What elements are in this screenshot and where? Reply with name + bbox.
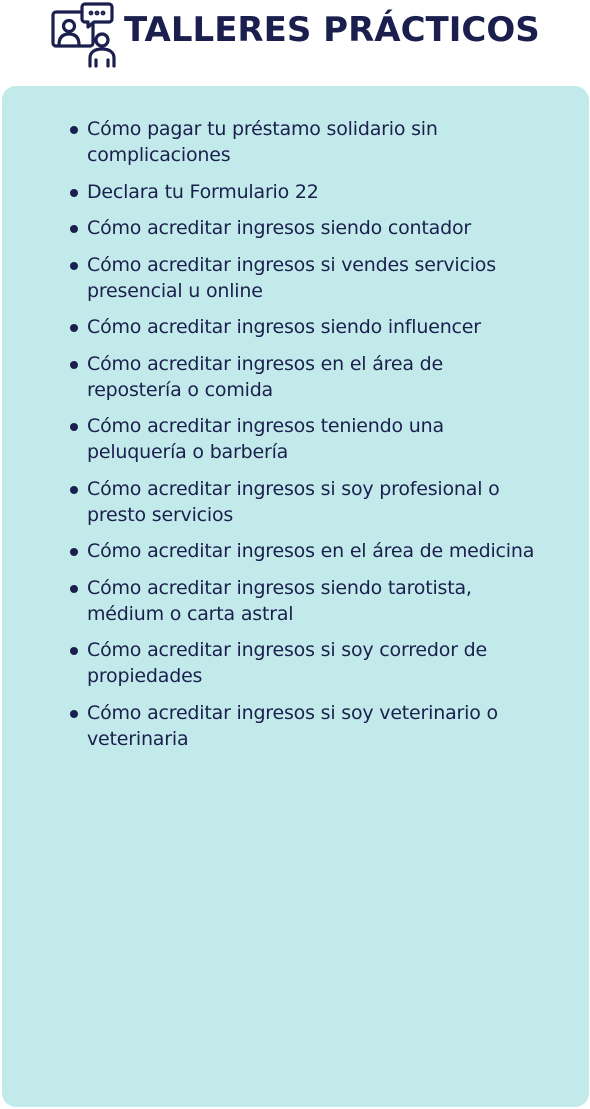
list-item-label: Cómo acreditar ingresos siendo contador (87, 217, 471, 239)
list-item-label: Cómo acreditar ingresos siendo tarotista, médium o carta astral (87, 576, 472, 625)
list-item-label: Declara tu Formulario 22 (87, 180, 319, 203)
list-item (68, 538, 538, 564)
list-item (68, 637, 538, 689)
list-item (68, 575, 538, 627)
bullet-icon (70, 548, 78, 556)
online-workshop-icon (50, 2, 116, 68)
bullet-icon (70, 361, 78, 369)
list-item-label: Cómo acreditar ingresos si soy veterinario o veterinaria (87, 701, 498, 750)
bullet-icon (70, 225, 78, 233)
list-item (68, 252, 538, 304)
bullet-icon (70, 423, 78, 431)
list-item-label: Cómo acreditar ingresos en el área de medicina (87, 540, 535, 562)
list-item-label: Cómo pagar tu préstamo solidario sin complicaciones (87, 118, 438, 166)
header (0, 0, 590, 70)
bullet-icon (70, 189, 78, 197)
list-item (68, 700, 538, 752)
bullet-icon (70, 486, 78, 494)
bullet-icon (70, 710, 78, 718)
list-item (68, 413, 538, 465)
bullet-icon (70, 262, 78, 270)
workshop-list (68, 116, 538, 762)
page-title: TALLERES PRÁCTICOS (124, 10, 540, 50)
list-item-label: Cómo acreditar ingresos si vendes servicios presencial u online (87, 253, 496, 302)
list-item (68, 314, 538, 340)
list-item (68, 351, 538, 403)
list-item (68, 215, 538, 241)
bullet-icon (70, 324, 78, 332)
list-item-label: Cómo acreditar ingresos en el área de repostería o comida (87, 352, 443, 401)
bullet-icon (70, 126, 78, 134)
list-item-label: Cómo acreditar ingresos si soy profesional o presto servicios (87, 477, 500, 526)
list-item (68, 476, 538, 528)
list-item-label: Cómo acreditar ingresos siendo influencer (87, 316, 481, 338)
bullet-icon (70, 585, 78, 593)
list-item (68, 179, 538, 205)
list-item (68, 116, 538, 168)
bullet-icon (70, 647, 78, 655)
list-item-label: Cómo acreditar ingresos si soy corredor de propiedades (87, 639, 487, 687)
list-item-label: Cómo acreditar ingresos teniendo una peluquería o barbería (87, 415, 444, 463)
